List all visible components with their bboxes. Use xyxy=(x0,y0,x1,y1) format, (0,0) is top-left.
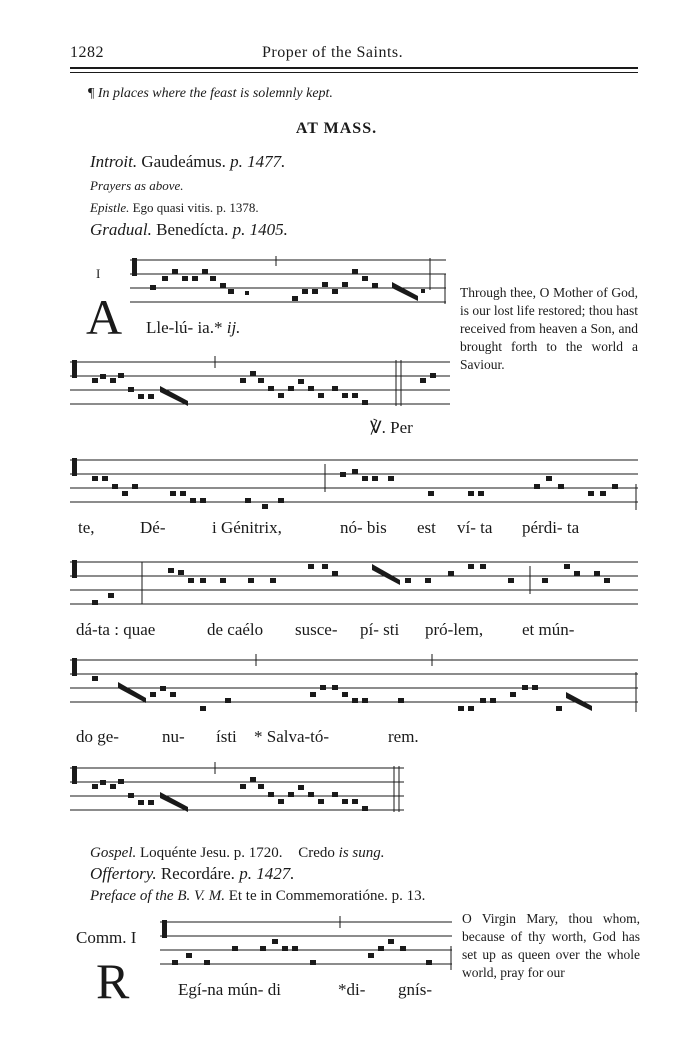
alleluia-mode: I xyxy=(96,266,101,281)
offertory-page: p. 1427. xyxy=(239,864,295,883)
gospel-page: p. 1720. xyxy=(233,845,283,861)
gospel-label: Gospel. xyxy=(90,845,137,861)
credo-note: is sung. xyxy=(338,845,385,861)
gospel-text: Loquénte Jesu. xyxy=(140,845,230,861)
rubric xyxy=(88,86,333,102)
epistle-page: p. 1378. xyxy=(216,200,259,215)
gradual-line xyxy=(90,220,288,240)
verse-mark: ℣. Per xyxy=(370,418,413,437)
lyric-et-mun: et mún- xyxy=(522,620,575,639)
lyric-perdita: pérdi- ta xyxy=(522,518,580,537)
lyric-prolem: pró-lem, xyxy=(425,620,484,639)
lyric-do-ge: do ge- xyxy=(76,727,119,746)
page-number: 1282 xyxy=(70,44,104,61)
communion-label: Comm. I xyxy=(76,928,137,947)
comm-lyric-2: *di- xyxy=(338,980,366,999)
chant-staff-7 xyxy=(160,916,456,972)
alleluia-ij: ij. xyxy=(226,318,241,337)
chant-staff-6 xyxy=(70,762,406,818)
communion-translation: O Virgin Mary, thou whom, because of thy worth, God has set up as queen over the whole world, pray for our xyxy=(462,911,640,980)
offertory-line xyxy=(90,864,294,884)
lyric-data-quae: dá-ta : quae xyxy=(76,620,156,639)
lyric-pisti: pí- sti xyxy=(360,620,400,639)
alleluia-lyric: Lle-lú- ia.* xyxy=(146,318,223,337)
gradual-label: Gradual. xyxy=(90,220,152,239)
running-title: Proper of the Saints. xyxy=(262,44,404,61)
lyric-rem: rem. xyxy=(388,727,419,746)
chant-staff-2 xyxy=(70,356,452,412)
chant-staff-4 xyxy=(70,556,640,614)
preface-text: Et te in Commemoratióne. xyxy=(228,888,388,904)
preface-line xyxy=(90,888,425,905)
lyric-genitrix: i Génitrix, xyxy=(212,518,282,537)
communion-initial: R xyxy=(96,953,130,1009)
gradual-text: Benedícta. xyxy=(156,220,229,239)
lyric-nu: nu- xyxy=(162,727,185,746)
introit-page: p. 1477. xyxy=(230,152,286,171)
lyric-te: te, xyxy=(78,518,95,537)
section-heading: AT MASS. xyxy=(295,120,378,137)
epistle-label: Epistle. xyxy=(90,200,130,215)
offertory-label: Offertory. xyxy=(90,864,157,883)
offertory-text: Recordáre. xyxy=(160,864,235,883)
introit-label: Introit. xyxy=(90,152,138,171)
alleluia-initial: A xyxy=(86,289,123,345)
preface-label: Preface of the B. V. M. xyxy=(90,888,225,904)
alleluia-lyrics-1 xyxy=(146,318,240,338)
pilcrow-icon: ¶ xyxy=(88,86,95,101)
chant-staff-5 xyxy=(70,652,640,716)
lyric-nobis: nó- bis xyxy=(340,518,387,537)
lyric-isti: ísti xyxy=(216,727,237,746)
introit-text: Gaudeámus. xyxy=(141,152,226,171)
gradual-page: p. 1405. xyxy=(232,220,288,239)
alleluia-translation: Through thee, O Mother of God, is our lost life restored; thou hast received from heaven a Son, and brought forth to the world a Saviour. xyxy=(460,285,638,372)
credo-label: Credo xyxy=(298,845,335,861)
epistle-text: Ego quasi vitis. xyxy=(132,200,214,215)
preface-page: p. 13. xyxy=(391,888,426,904)
lyric-est: est xyxy=(417,518,436,537)
comm-lyric-3: gnís- xyxy=(398,980,432,999)
gospel-line xyxy=(90,845,385,862)
chant-staff-1 xyxy=(130,256,448,308)
lyric-salvato: * Salva-tó- xyxy=(254,727,330,746)
header-rule xyxy=(70,67,638,69)
introit-line xyxy=(90,152,285,172)
header-rule-thin xyxy=(70,72,638,73)
lyric-de: Dé- xyxy=(140,518,166,537)
lyric-vita: ví- ta xyxy=(457,518,493,537)
epistle-line xyxy=(90,200,259,216)
prayers-line: Prayers as above. xyxy=(90,178,184,193)
comm-lyric-1: Egí-na mún- di xyxy=(178,980,281,999)
chant-staff-3 xyxy=(70,454,640,512)
lyric-de-caelo: de caélo xyxy=(207,620,264,639)
rubric-text: In places where the feast is solemnly kept. xyxy=(97,86,333,101)
lyric-susce: susce- xyxy=(295,620,338,639)
